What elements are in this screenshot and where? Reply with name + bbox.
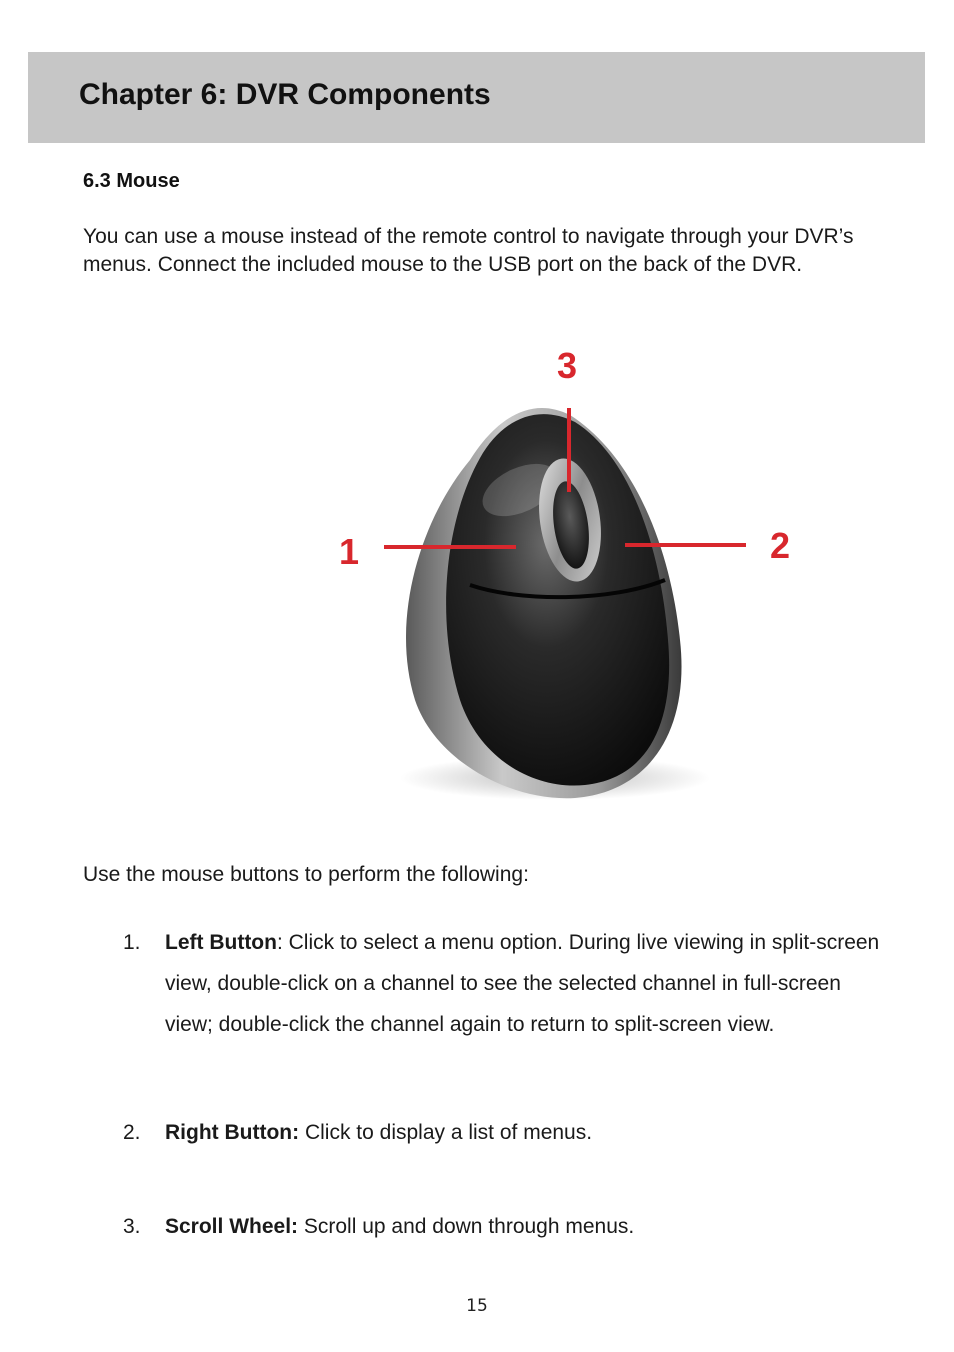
callout-3-label: 3 bbox=[556, 345, 578, 386]
list-item-term: Left Button bbox=[165, 931, 277, 954]
section-heading: 6.3 Mouse bbox=[83, 170, 180, 192]
mouse-illustration bbox=[320, 340, 800, 805]
list-item-term: Right Button: bbox=[165, 1121, 300, 1144]
callout-1-label: 1 bbox=[338, 531, 360, 572]
instructions-lead: Use the mouse buttons to perform the following: bbox=[83, 863, 529, 886]
list-item-term: Scroll Wheel: bbox=[165, 1215, 299, 1238]
chapter-header-bar bbox=[28, 52, 925, 143]
chapter-title: Chapter 6: DVR Components bbox=[79, 78, 491, 111]
page-number: 15 bbox=[466, 1296, 488, 1316]
mouse-figure bbox=[320, 340, 800, 805]
intro-paragraph: You can use a mouse instead of the remote control to navigate through your DVR’s menus. Connect the included mouse to the USB port on the back of the DVR. bbox=[83, 225, 854, 276]
list-item-body bbox=[165, 1112, 880, 1153]
list-item-body bbox=[165, 922, 880, 1045]
list-item-description: Click to display a list of menus. bbox=[299, 1121, 593, 1144]
list-item-body bbox=[165, 1206, 880, 1247]
list-item-description: Scroll up and down through menus. bbox=[298, 1215, 635, 1238]
list-item-number: 2. bbox=[123, 1121, 141, 1144]
list-item-number: 3. bbox=[123, 1215, 141, 1238]
list-item-description: : Click to select a menu option. During live viewing in split-screen view, double-click on a channel to see the selected channel in full-screen view; double-click the channel again to return to split-screen view. bbox=[165, 931, 880, 1036]
list-item-number: 1. bbox=[123, 931, 141, 954]
callout-2-label: 2 bbox=[769, 525, 791, 566]
